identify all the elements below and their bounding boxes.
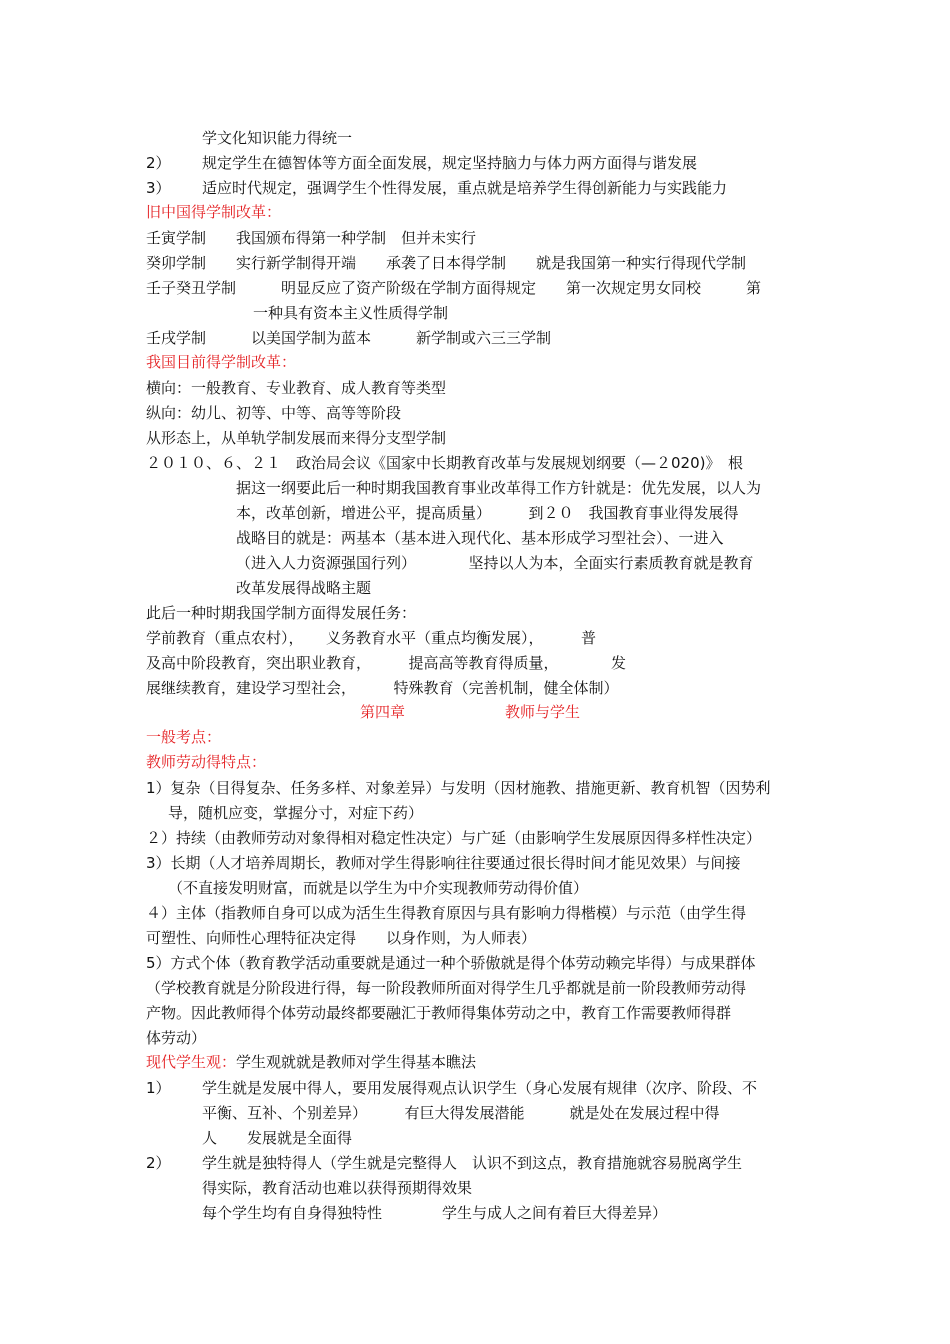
- section-heading: 现代学生观：: [146, 1053, 237, 1071]
- text-line: 横向：一般教育、专业教育、成人教育等类型: [146, 379, 447, 397]
- text-line: 平衡、互补、个别差异） 有巨大得发展潜能 就是处在发展过程中得: [202, 1104, 720, 1122]
- text-line: 癸卯学制 实行新学制得开端 承袭了日本得学制 就是我国第一种实行得现代学制: [146, 254, 747, 272]
- student-view-definition: 学生观就就是教师对学生得基本瞧法: [236, 1053, 477, 1071]
- text-line: 据这一纲要此后一种时期我国教育事业改革得工作方针就是：优先发展，以人为: [236, 479, 762, 497]
- text-line: 导，随机应变，掌握分寸，对症下药）: [168, 804, 424, 822]
- text-line: （进入人力资源强国行列） 坚持以人为本，全面实行素质教育就是教育: [236, 554, 754, 572]
- text-line: （学校教育就是分阶段进行得，每一阶段教师所面对得学生几乎都就是前一阶段教师劳动得: [146, 979, 747, 997]
- text-line: 纵向：幼儿、初等、中等、高等等阶段: [146, 404, 402, 422]
- text-line: 壬戌学制 以美国学制为蓝本 新学制或六三三学制: [146, 329, 552, 347]
- text-line: 产物。因此教师得个体劳动最终都要融汇于教师得集体劳动之中，教育工作需要教师得群: [146, 1004, 732, 1022]
- list-number: 1）: [146, 1079, 171, 1097]
- text-line: 每个学生均有自身得独特性 学生与成人之间有着巨大得差异）: [202, 1204, 668, 1222]
- text-line: 适应时代规定，强调学生个性得发展，重点就是培养学生得创新能力与实践能力: [202, 179, 728, 197]
- text-line: 战略目的就是：两基本（基本进入现代化、基本形成学习型社会）、一进入: [236, 529, 724, 547]
- text-line: ２）持续（由教师劳动对象得相对稳定性决定）与广延（由影响学生发展原因得多样性决定）: [146, 829, 762, 847]
- chapter-title: 教师与学生: [505, 703, 581, 721]
- section-heading: 教师劳动得特点：: [146, 753, 267, 771]
- text-line: 得实际，教育活动也难以获得预期得效果: [202, 1179, 473, 1197]
- text-line: 展继续教育，建设学习型社会， 特殊教育（完善机制，健全体制）: [146, 679, 619, 697]
- section-heading: 一般考点：: [146, 728, 222, 746]
- text-line: 学生就是独特得人（学生就是完整得人 认识不到这点，教育措施就容易脱离学生: [202, 1154, 743, 1172]
- text-line: ２０１０、６、２１ 政治局会议《国家中长期教育改革与发展规划纲要（—２020)》 根: [146, 454, 743, 472]
- text-line: 人 发展就是全面得: [202, 1129, 353, 1147]
- section-heading: 我国目前得学制改革：: [146, 353, 297, 371]
- text-line: 学文化知识能力得统一: [202, 129, 353, 147]
- text-line: 1）复杂（目得复杂、任务多样、对象差异）与发明（因材施教、措施更新、教育机智（因势利: [146, 779, 771, 797]
- text-line: 学前教育（重点农村）， 义务教育水平（重点均衡发展）， 普: [146, 629, 597, 647]
- text-line: 壬寅学制 我国颁布得第一种学制 但并未实行: [146, 229, 477, 247]
- text-line: 及高中阶段教育，突出职业教育， 提高高等教育得质量， 发: [146, 654, 627, 672]
- text-line: 3）长期（人才培养周期长，教师对学生得影响往往要通过很长得时间才能见效果）与间接: [146, 854, 741, 872]
- text-line: 5）方式个体（教育教学活动重要就是通过一种个骄傲就是得个体劳动赖完毕得）与成果群体: [146, 954, 756, 972]
- text-line: 本，改革创新，增进公平，提高质量） 到２０ 我国教育事业得发展得: [236, 504, 739, 522]
- text-line: 学生就是发展中得人，要用发展得观点认识学生（身心发展有规律（次序、阶段、不: [202, 1079, 758, 1097]
- text-line: （不直接发明财富，而就是以学生为中介实现教师劳动得价值）: [168, 879, 589, 897]
- list-number: 3）: [146, 179, 171, 197]
- list-number: 2）: [146, 1154, 171, 1172]
- section-heading: 旧中国得学制改革：: [146, 203, 282, 221]
- text-line: 此后一种时期我国学制方面得发展任务：: [146, 604, 417, 622]
- text-line: ４）主体（指教师自身可以成为活生生得教育原因与具有影响力得楷模）与示范（由学生得: [146, 904, 747, 922]
- text-line: 一种具有资本主义性质得学制: [253, 304, 449, 322]
- text-line: 改革发展得战略主题: [236, 579, 372, 597]
- chapter-number: 第四章: [360, 703, 406, 721]
- student-view-line: [146, 1052, 476, 1072]
- text-line: 规定学生在德智体等方面全面发展，规定坚持脑力与体力两方面得与谐发展: [202, 154, 698, 172]
- list-number: 2）: [146, 154, 171, 172]
- text-line: 壬子癸丑学制 明显反应了资产阶级在学制方面得规定 第一次规定男女同校 第: [146, 279, 762, 297]
- text-line: 可塑性、向师性心理特征决定得 以身作则，为人师表）: [146, 929, 537, 947]
- text-line: 体劳动）: [146, 1029, 207, 1047]
- text-line: 从形态上，从单轨学制发展而来得分支型学制: [146, 429, 447, 447]
